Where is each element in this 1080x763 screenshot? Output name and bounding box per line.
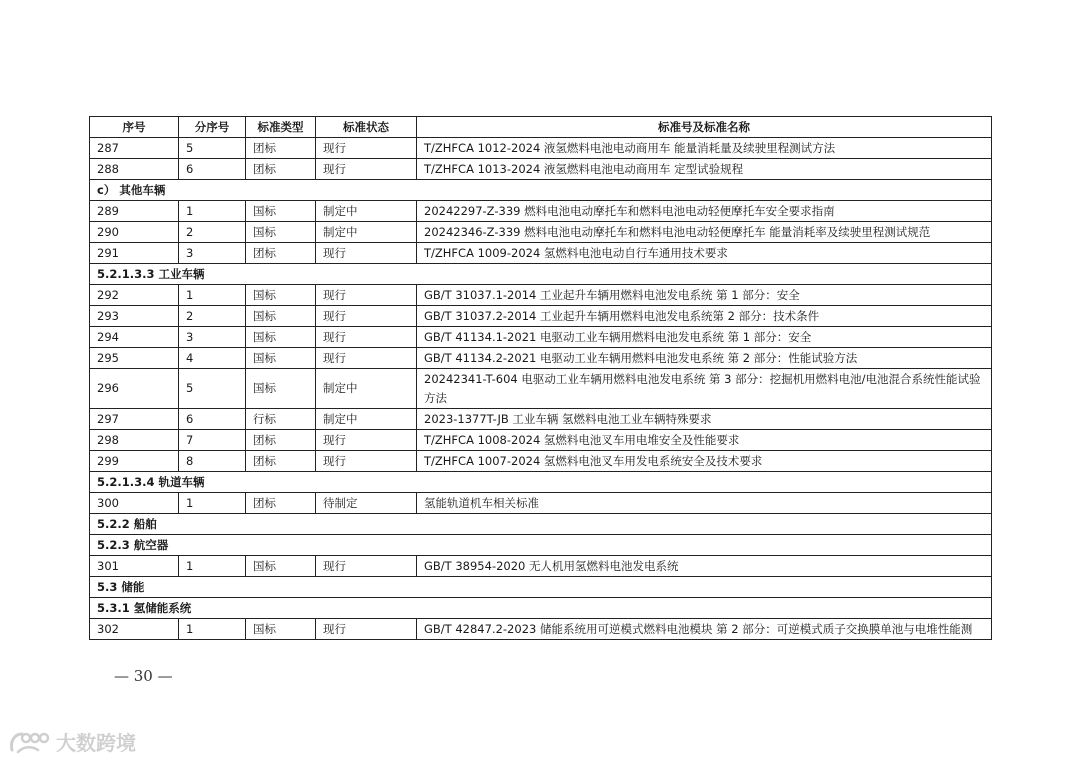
table-row [90, 285, 992, 306]
table-row [90, 619, 992, 640]
section-row [90, 535, 992, 556]
section-title: 5.3.1 氢储能系统 [90, 598, 992, 619]
table-row [90, 201, 992, 222]
cell-standard-name: 氢能轨道机车相关标准 [417, 493, 992, 514]
section-title: 5.2.1.3.3 工业车辆 [90, 264, 992, 285]
cell-standard-type: 国标 [246, 201, 316, 222]
section-row [90, 264, 992, 285]
cell-serial-number: 291 [90, 243, 179, 264]
cell-standard-type: 团标 [246, 159, 316, 180]
table-body [90, 138, 992, 640]
cell-serial-number: 294 [90, 327, 179, 348]
cell-standard-type: 国标 [246, 348, 316, 369]
cell-standard-status: 制定中 [316, 409, 417, 430]
table-row [90, 138, 992, 159]
cell-standard-name: T/ZHFCA 1009-2024 氢燃料电池电动自行车通用技术要求 [417, 243, 992, 264]
cell-standard-name: 2023-1377T-JB 工业车辆 氢燃料电池工业车辆特殊要求 [417, 409, 992, 430]
cell-sub-serial-number: 6 [179, 409, 246, 430]
header-standard-type: 标准类型 [246, 117, 316, 138]
cell-standard-type: 国标 [246, 556, 316, 577]
section-title: 5.2.3 航空器 [90, 535, 992, 556]
cell-sub-serial-number: 1 [179, 201, 246, 222]
header-standard-name: 标准号及标准名称 [417, 117, 992, 138]
cell-standard-name: T/ZHFCA 1008-2024 氢燃料电池叉车用电堆安全及性能要求 [417, 430, 992, 451]
standards-table [89, 116, 992, 640]
table-row [90, 306, 992, 327]
cell-serial-number: 289 [90, 201, 179, 222]
section-row [90, 577, 992, 598]
cell-standard-name: GB/T 41134.2-2021 电驱动工业车辆用燃料电池发电系统 第 2 部分：性能试验方法 [417, 348, 992, 369]
cell-standard-type: 团标 [246, 493, 316, 514]
section-row [90, 598, 992, 619]
cell-standard-type: 国标 [246, 327, 316, 348]
cell-serial-number: 290 [90, 222, 179, 243]
cell-standard-status: 现行 [316, 138, 417, 159]
cell-serial-number: 300 [90, 493, 179, 514]
cell-standard-status: 现行 [316, 159, 417, 180]
cell-serial-number: 299 [90, 451, 179, 472]
cell-standard-type: 团标 [246, 430, 316, 451]
page-number: — 30 — [114, 667, 173, 685]
cell-standard-status: 制定中 [316, 222, 417, 243]
table-row [90, 556, 992, 577]
cell-standard-status: 制定中 [316, 201, 417, 222]
section-row [90, 514, 992, 535]
table-row [90, 409, 992, 430]
cell-serial-number: 288 [90, 159, 179, 180]
cell-serial-number: 297 [90, 409, 179, 430]
cell-sub-serial-number: 1 [179, 619, 246, 640]
cell-standard-type: 团标 [246, 243, 316, 264]
cell-standard-status: 制定中 [316, 369, 417, 409]
cell-serial-number: 295 [90, 348, 179, 369]
cell-sub-serial-number: 3 [179, 327, 246, 348]
cell-standard-type: 国标 [246, 619, 316, 640]
header-sub-serial-number: 分序号 [179, 117, 246, 138]
table-row [90, 222, 992, 243]
cell-standard-name: GB/T 41134.1-2021 电驱动工业车辆用燃料电池发电系统 第 1 部分：安全 [417, 327, 992, 348]
cell-serial-number: 302 [90, 619, 179, 640]
brand-logo-icon [8, 728, 50, 756]
cell-standard-type: 团标 [246, 451, 316, 472]
table-row [90, 493, 992, 514]
cell-serial-number: 301 [90, 556, 179, 577]
section-title: 5.3 储能 [90, 577, 992, 598]
cell-standard-name: T/ZHFCA 1007-2024 氢燃料电池叉车用发电系统安全及技术要求 [417, 451, 992, 472]
cell-standard-type: 国标 [246, 285, 316, 306]
section-row [90, 180, 992, 201]
table-row [90, 451, 992, 472]
header-standard-status: 标准状态 [316, 117, 417, 138]
cell-standard-status: 现行 [316, 619, 417, 640]
cell-standard-name: T/ZHFCA 1013-2024 液氢燃料电池电动商用车 定型试验规程 [417, 159, 992, 180]
cell-standard-name: GB/T 31037.1-2014 工业起升车辆用燃料电池发电系统 第 1 部分：安全 [417, 285, 992, 306]
cell-standard-name: 20242297-Z-339 燃料电池电动摩托车和燃料电池电动轻便摩托车安全要求指南 [417, 201, 992, 222]
cell-sub-serial-number: 7 [179, 430, 246, 451]
cell-serial-number: 287 [90, 138, 179, 159]
cell-standard-status: 现行 [316, 306, 417, 327]
section-title: 5.2.2 船舶 [90, 514, 992, 535]
table-row [90, 369, 992, 409]
table-header-row [90, 117, 992, 138]
cell-standard-status: 待制定 [316, 493, 417, 514]
cell-standard-type: 国标 [246, 369, 316, 409]
cell-sub-serial-number: 6 [179, 159, 246, 180]
section-row [90, 472, 992, 493]
cell-standard-status: 现行 [316, 430, 417, 451]
cell-sub-serial-number: 2 [179, 306, 246, 327]
cell-standard-name: GB/T 31037.2-2014 工业起升车辆用燃料电池发电系统第 2 部分：技术条件 [417, 306, 992, 327]
cell-standard-name: GB/T 42847.2-2023 储能系统用可逆模式燃料电池模块 第 2 部分：可逆模式质子交换膜单池与电堆性能测 [417, 619, 992, 640]
cell-standard-type: 国标 [246, 222, 316, 243]
cell-standard-type: 团标 [246, 138, 316, 159]
cell-standard-status: 现行 [316, 243, 417, 264]
cell-sub-serial-number: 3 [179, 243, 246, 264]
cell-serial-number: 296 [90, 369, 179, 409]
cell-sub-serial-number: 8 [179, 451, 246, 472]
cell-standard-name: 20242346-Z-339 燃料电池电动摩托车和燃料电池电动轻便摩托车 能量消耗率及续驶里程测试规范 [417, 222, 992, 243]
cell-standard-type: 行标 [246, 409, 316, 430]
table-row [90, 348, 992, 369]
watermark [8, 727, 136, 756]
table-row [90, 430, 992, 451]
cell-sub-serial-number: 5 [179, 369, 246, 409]
cell-standard-status: 现行 [316, 451, 417, 472]
table-row [90, 243, 992, 264]
table-row [90, 159, 992, 180]
cell-sub-serial-number: 4 [179, 348, 246, 369]
cell-standard-name: 20242341-T-604 电驱动工业车辆用燃料电池发电系统 第 3 部分：挖掘机用燃料电池/电池混合系统性能试验方法 [417, 369, 992, 409]
cell-sub-serial-number: 1 [179, 285, 246, 306]
section-title: c） 其他车辆 [90, 180, 992, 201]
cell-serial-number: 298 [90, 430, 179, 451]
cell-standard-name: GB/T 38954-2020 无人机用氢燃料电池发电系统 [417, 556, 992, 577]
watermark-text: 大数跨境 [56, 731, 136, 755]
cell-standard-status: 现行 [316, 348, 417, 369]
header-serial-number: 序号 [90, 117, 179, 138]
table-row [90, 327, 992, 348]
cell-sub-serial-number: 1 [179, 556, 246, 577]
cell-sub-serial-number: 1 [179, 493, 246, 514]
cell-serial-number: 292 [90, 285, 179, 306]
cell-standard-status: 现行 [316, 327, 417, 348]
cell-standard-name: T/ZHFCA 1012-2024 液氢燃料电池电动商用车 能量消耗量及续驶里程测试方法 [417, 138, 992, 159]
section-title: 5.2.1.3.4 轨道车辆 [90, 472, 992, 493]
cell-standard-type: 国标 [246, 306, 316, 327]
cell-sub-serial-number: 5 [179, 138, 246, 159]
cell-serial-number: 293 [90, 306, 179, 327]
cell-sub-serial-number: 2 [179, 222, 246, 243]
cell-standard-status: 现行 [316, 556, 417, 577]
cell-standard-status: 现行 [316, 285, 417, 306]
